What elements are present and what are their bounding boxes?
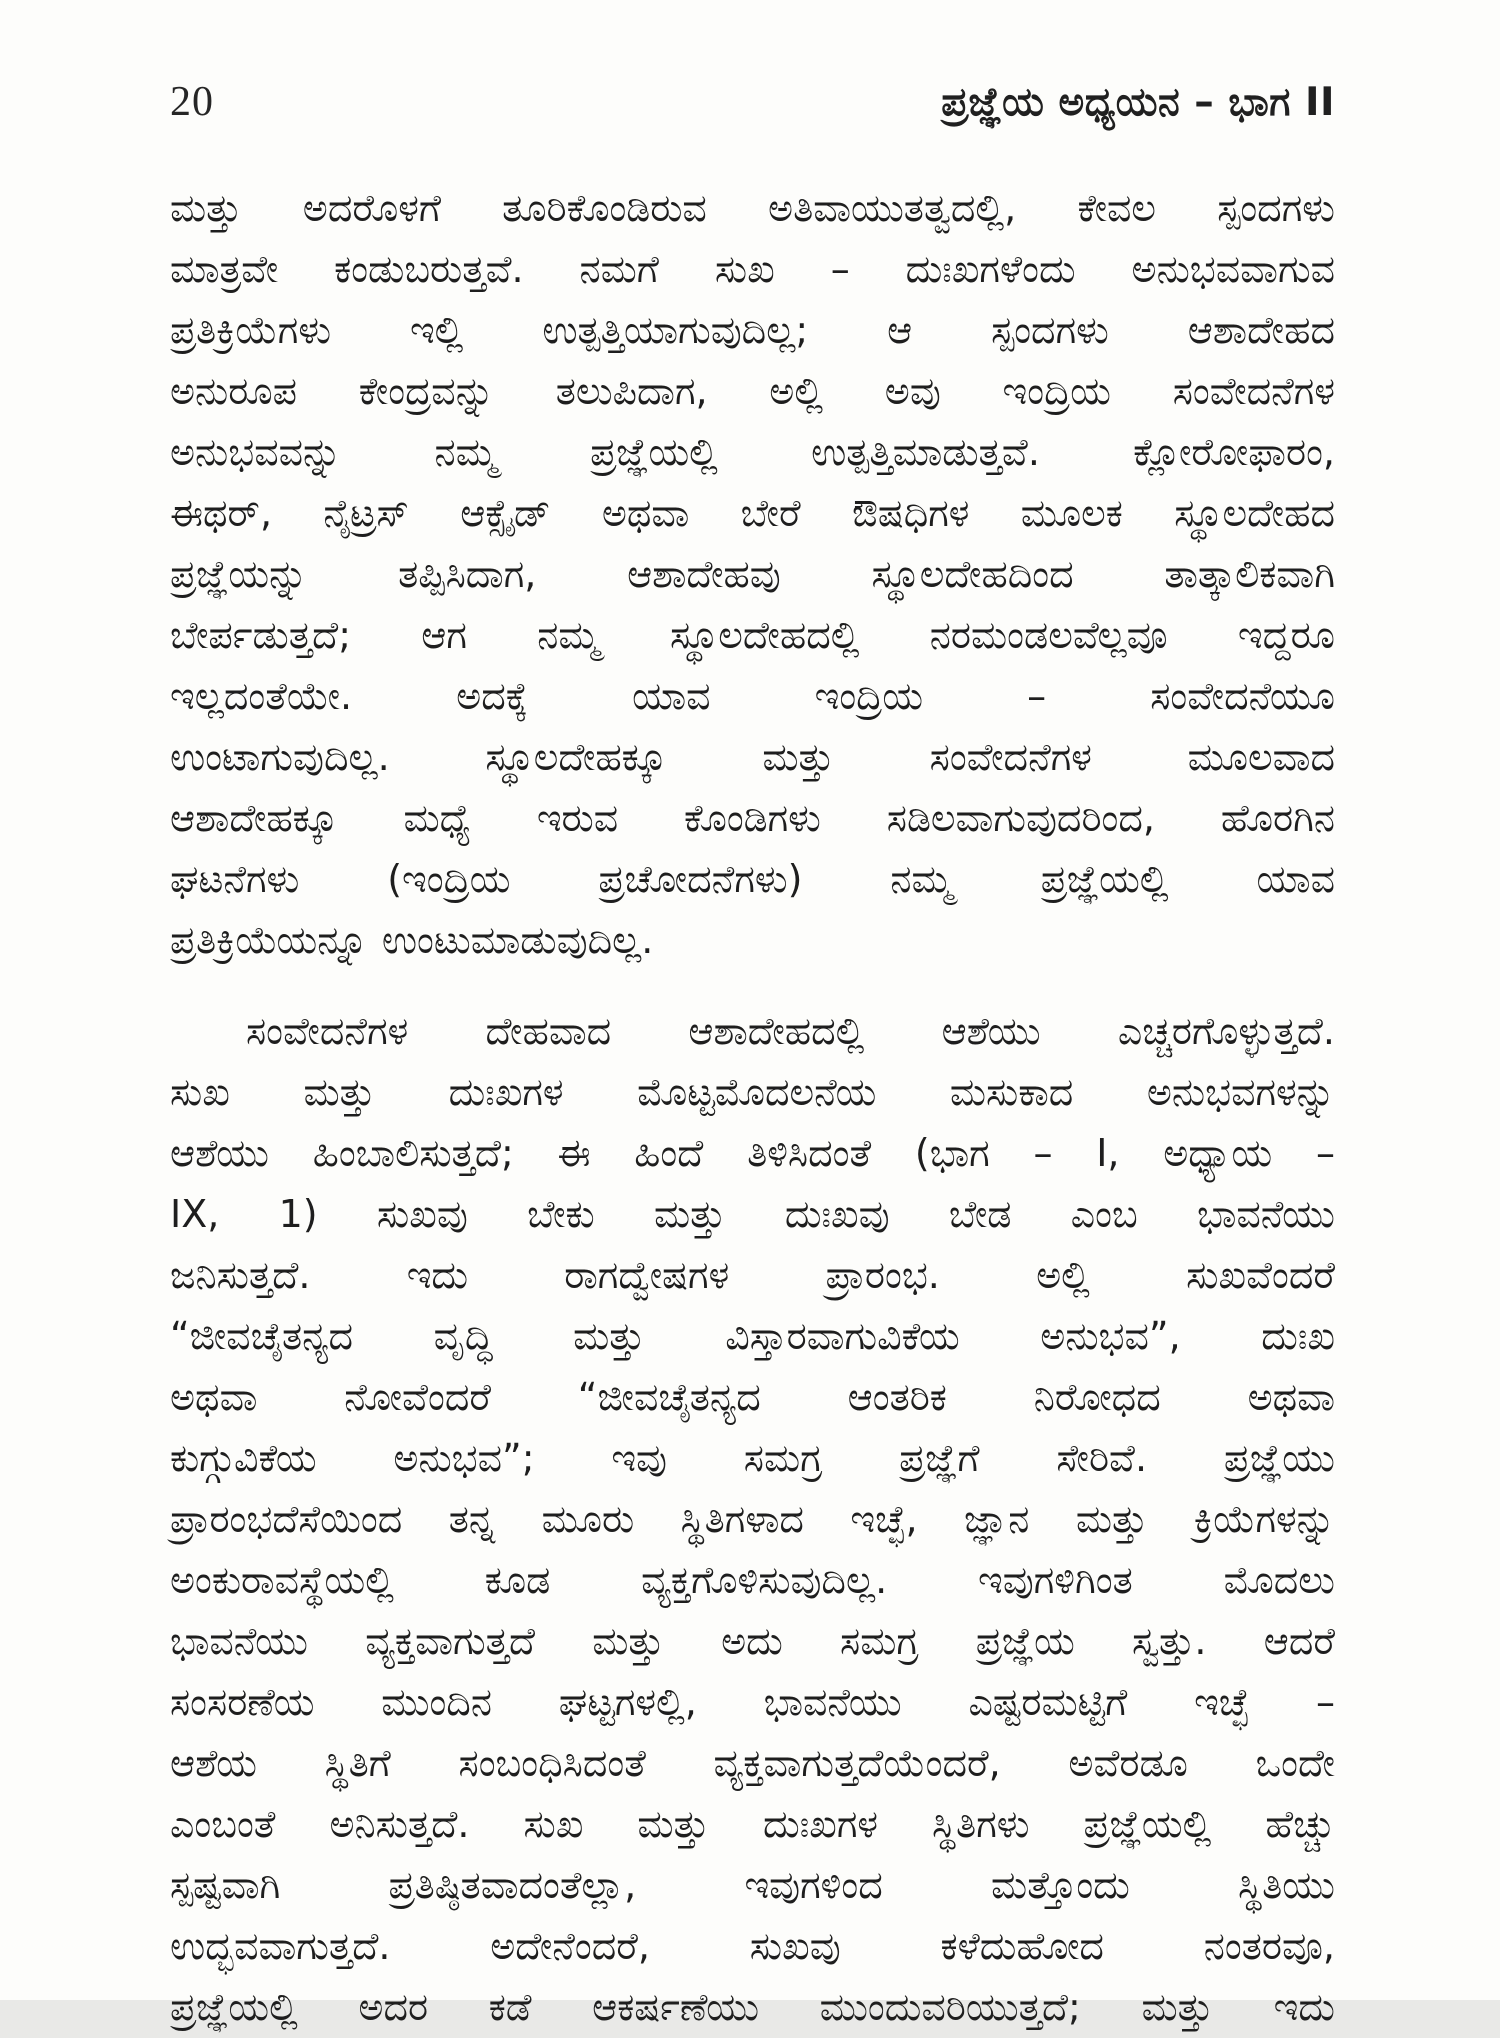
text-line: ಆಶೆಯು ಹಿಂಬಾಲಿಸುತ್ತದೆ; ಈ ಹಿಂದೆ ತಿಳಿಸಿದಂತೆ (ಭಾಗ – I, ಅಧ್ಯಾಯ – (170, 1131, 1335, 1175)
paragraph-1 (170, 178, 1335, 971)
text-line: ಭಾವನೆಯು ವ್ಯಕ್ತವಾಗುತ್ತದೆ ಮತ್ತು ಅದು ಸಮಗ್ರ ಪ್ರಜ್ಞೆಯ ಸ್ವತ್ತು. ಆದರೆ (170, 1619, 1335, 1663)
text-line: ಮಾತ್ರವೇ ಕಂಡುಬರುತ್ತವೆ. ನಮಗೆ ಸುಖ – ದುಃಖಗಳೆಂದು ಅನುಭವವಾಗುವ (170, 247, 1335, 291)
text-line: ಅಂಕುರಾವಸ್ಥೆಯಲ್ಲಿ ಕೂಡ ವ್ಯಕ್ತಗೊಳಿಸುವುದಿಲ್ಲ. ಇವುಗಳಿಗಿಂತ ಮೊದಲು (170, 1558, 1335, 1602)
text-line: ಪ್ರಜ್ಞೆಯಲ್ಲಿ ಅದರ ಕಡೆ ಆಕರ್ಷಣೆಯು ಮುಂದುವರಿಯುತ್ತದೆ; ಮತ್ತು ಇದು (170, 1985, 1335, 2029)
text-line: ಪ್ರಾರಂಭದೆಸೆಯಿಂದ ತನ್ನ ಮೂರು ಸ್ಥಿತಿಗಳಾದ ಇಚ್ಛೆ, ಜ್ಞಾನ ಮತ್ತು ಕ್ರಿಯೆಗಳನ್ನು (170, 1497, 1335, 1541)
text-line: ಪ್ರಜ್ಞೆಯನ್ನು ತಪ್ಪಿಸಿದಾಗ, ಆಶಾದೇಹವು ಸ್ಥೂಲದೇಹದಿಂದ ತಾತ್ಕಾಲಿಕವಾಗಿ (170, 552, 1335, 596)
page-number: 20 (170, 79, 214, 125)
text-line: ಮತ್ತು ಅದರೊಳಗೆ ತೂರಿಕೊಂಡಿರುವ ಅತಿವಾಯುತತ್ವದಲ್ಲಿ, ಕೇವಲ ಸ್ಪಂದಗಳು (170, 186, 1335, 230)
body-text (170, 178, 1335, 2038)
text-line: ಉಂಟಾಗುವುದಿಲ್ಲ. ಸ್ಥೂಲದೇಹಕ್ಕೂ ಮತ್ತು ಸಂವೇದನೆಗಳ ಮೂಲವಾದ (170, 735, 1335, 779)
page-header (170, 78, 1335, 126)
text-line: ಸ್ಪಷ್ಟವಾಗಿ ಪ್ರತಿಷ್ಠಿತವಾದಂತೆಲ್ಲಾ, ಇವುಗಳಿಂದ ಮತ್ತೊಂದು ಸ್ಥಿತಿಯು (170, 1863, 1335, 1907)
text-line: ಕುಗ್ಗುವಿಕೆಯ ಅನುಭವ”; ಇವು ಸಮಗ್ರ ಪ್ರಜ್ಞೆಗೆ ಸೇರಿವೆ. ಪ್ರಜ್ಞೆಯು (170, 1436, 1335, 1480)
text-line: ಆಶೆಯ ಸ್ಥಿತಿಗೆ ಸಂಬಂಧಿಸಿದಂತೆ ವ್ಯಕ್ತವಾಗುತ್ತದೆಯೆಂದರೆ, ಅವೆರಡೂ ಒಂದೇ (170, 1741, 1335, 1785)
text-line: ಸಂಸರಣೆಯ ಮುಂದಿನ ಘಟ್ಟಗಳಲ್ಲಿ, ಭಾವನೆಯು ಎಷ್ಟರಮಟ್ಟಿಗೆ ಇಚ್ಛೆ – (170, 1680, 1335, 1724)
text-line: ಸಂವೇದನೆಗಳ ದೇಹವಾದ ಆಶಾದೇಹದಲ್ಲಿ ಆಶೆಯು ಎಚ್ಚರಗೊಳ್ಳುತ್ತದೆ. (246, 1009, 1335, 1053)
text-line: ಪ್ರತಿಕ್ರಿಯೆಗಳು ಇಲ್ಲಿ ಉತ್ಪತ್ತಿಯಾಗುವುದಿಲ್ಲ; ಆ ಸ್ಪಂದಗಳು ಆಶಾದೇಹದ (170, 308, 1335, 352)
running-title: ಪ್ರಜ್ಞೆಯ ಅಧ್ಯಯನ – ಭಾಗ II (941, 80, 1335, 125)
text-line: IX, 1) ಸುಖವು ಬೇಕು ಮತ್ತು ದುಃಖವು ಬೇಡ ಎಂಬ ಭಾವನೆಯು (170, 1192, 1335, 1236)
text-line: ಇಲ್ಲದಂತೆಯೇ. ಅದಕ್ಕೆ ಯಾವ ಇಂದ್ರಿಯ – ಸಂವೇದನೆಯೂ (170, 674, 1335, 718)
text-line: ಬೇರ್ಪಡುತ್ತದೆ; ಆಗ ನಮ್ಮ ಸ್ಥೂಲದೇಹದಲ್ಲಿ ನರಮಂಡಲವೆಲ್ಲವೂ ಇದ್ದರೂ (170, 613, 1335, 657)
text-line: ಆಶಾದೇಹಕ್ಕೂ ಮಧ್ಯೆ ಇರುವ ಕೊಂಡಿಗಳು ಸಡಿಲವಾಗುವುದರಿಂದ, ಹೊರಗಿನ (170, 796, 1335, 840)
text-line: ಪ್ರತಿಕ್ರಿಯೆಯನ್ನೂ ಉಂಟುಮಾಡುವುದಿಲ್ಲ. (170, 918, 654, 962)
text-line: ಜನಿಸುತ್ತದೆ. ಇದು ರಾಗದ್ವೇಷಗಳ ಪ್ರಾರಂಭ. ಅಲ್ಲಿ ಸುಖವೆಂದರೆ (170, 1253, 1335, 1297)
text-line: ಉದ್ಭವವಾಗುತ್ತದೆ. ಅದೇನೆಂದರೆ, ಸುಖವು ಕಳೆದುಹೋದ ನಂತರವೂ, (170, 1924, 1335, 1968)
text-line: ಅನುರೂಪ ಕೇಂದ್ರವನ್ನು ತಲುಪಿದಾಗ, ಅಲ್ಲಿ ಅವು ಇಂದ್ರಿಯ ಸಂವೇದನೆಗಳ (170, 369, 1335, 413)
text-line: ಅನುಭವವನ್ನು ನಮ್ಮ ಪ್ರಜ್ಞೆಯಲ್ಲಿ ಉತ್ಪತ್ತಿಮಾಡುತ್ತವೆ. ಕ್ಲೋರೋಫಾರಂ, (170, 430, 1335, 474)
text-line: ಎಂಬಂತೆ ಅನಿಸುತ್ತದೆ. ಸುಖ ಮತ್ತು ದುಃಖಗಳ ಸ್ಥಿತಿಗಳು ಪ್ರಜ್ಞೆಯಲ್ಲಿ ಹೆಚ್ಚು (170, 1802, 1335, 1846)
text-line: ಘಟನೆಗಳು (ಇಂದ್ರಿಯ ಪ್ರಚೋದನೆಗಳು) ನಮ್ಮ ಪ್ರಜ್ಞೆಯಲ್ಲಿ ಯಾವ (170, 857, 1335, 901)
text-line: ಈಥರ್, ನೈಟ್ರಸ್ ಆಕ್ಸೈಡ್ ಅಥವಾ ಬೇರೆ ಔಷಧಿಗಳ ಮೂಲಕ ಸ್ಥೂಲದೇಹದ (170, 491, 1335, 535)
page-content (170, 78, 1335, 2038)
text-line: “ಜೀವಚೈತನ್ಯದ ವೃದ್ಧಿ ಮತ್ತು ವಿಸ್ತಾರವಾಗುವಿಕೆಯ ಅನುಭವ”, ದುಃಖ (170, 1314, 1335, 1358)
text-line: ಸುಖ ಮತ್ತು ದುಃಖಗಳ ಮೊಟ್ಟಮೊದಲನೆಯ ಮಸುಕಾದ ಅನುಭವಗಳನ್ನು (170, 1070, 1335, 1114)
text-line: ಅಥವಾ ನೋವೆಂದರೆ “ಜೀವಚೈತನ್ಯದ ಆಂತರಿಕ ನಿರೋಧದ ಅಥವಾ (170, 1375, 1335, 1419)
paragraph-2 (170, 1001, 1335, 2038)
